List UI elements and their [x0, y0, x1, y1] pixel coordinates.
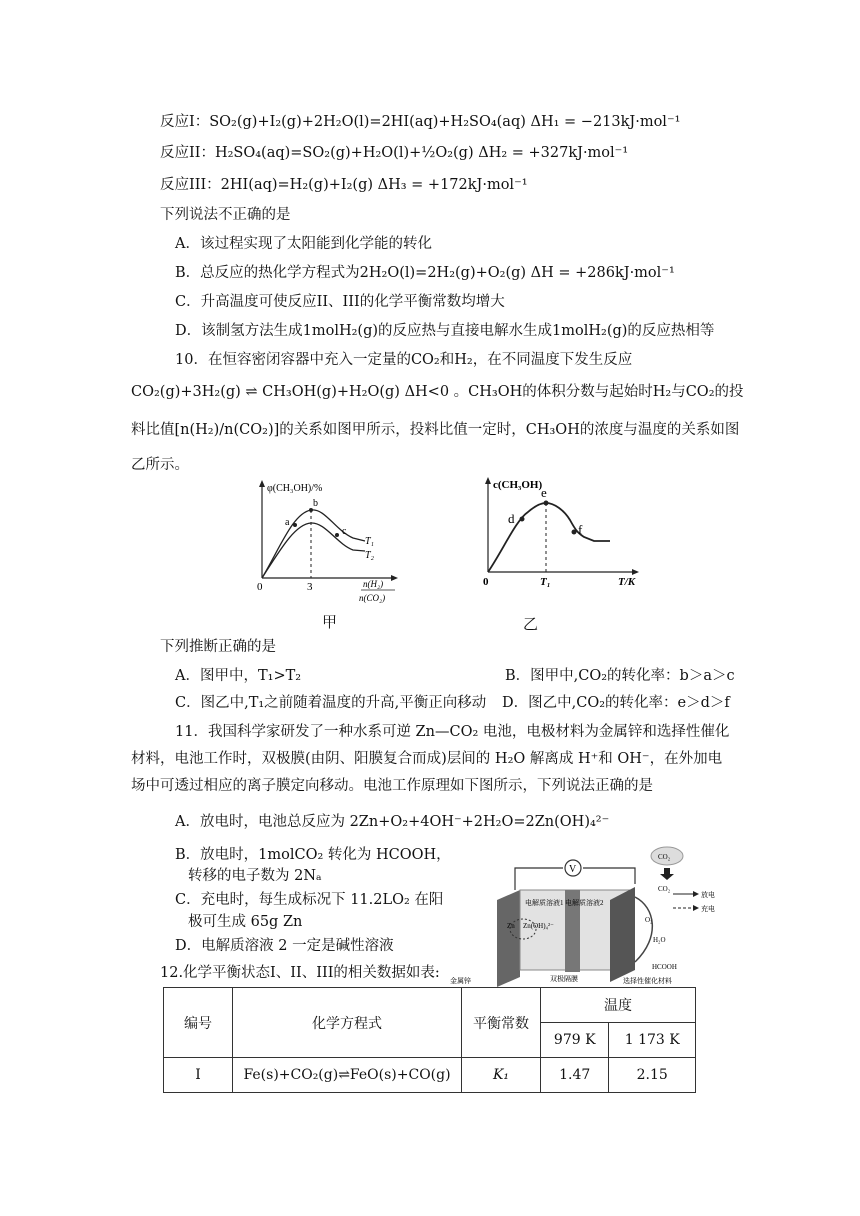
q9-option-d: D．该制氢方法生成1molH₂(g)的反应热与直接电解水生成1molH₂(g)的反应热相等	[175, 323, 715, 339]
q10-line-1: 10．在恒容密闭容器中充入一定量的CO₂和H₂，在不同温度下发生反应	[175, 352, 633, 368]
header-temp: 温度	[541, 988, 696, 1023]
q11-option-d: D．电解质溶液 2 一定是碱性溶液	[175, 938, 394, 954]
svg-text:选择性催化材料: 选择性催化材料	[623, 977, 672, 985]
q11-option-a: A．放电时，电池总反应为 2Zn+O₂+4OH⁻+2H₂O=2Zn(OH)₄²⁻	[175, 814, 610, 830]
jia-origin: 0	[257, 581, 263, 593]
q10-line-4: 乙所示。	[131, 457, 189, 473]
yi-xlabel: T/K	[618, 576, 636, 588]
jia-xlabel-den: n(CO₂)	[359, 593, 386, 603]
svg-text:电解质溶液1: 电解质溶液1	[525, 899, 564, 907]
q10-option-b: B．图甲中,CO₂的转化率：b＞a＞c	[505, 668, 735, 684]
reaction-1: 反应I：SO₂(g)+I₂(g)+2H₂O(l)=2HI(aq)+H₂SO₄(aq) ΔH₁ = −213kJ·mol⁻¹	[160, 114, 681, 130]
yi-ylabel: c(CH₃OH)	[493, 479, 543, 491]
row-eq: Fe(s)+CO₂(g)⇌FeO(s)+CO(g)	[233, 1058, 462, 1093]
point-a: a	[285, 517, 290, 528]
svg-text:充电: 充电	[701, 905, 715, 913]
svg-text:放电: 放电	[701, 891, 715, 899]
svg-text:双极隔膜: 双极隔膜	[550, 975, 578, 983]
curve-c-ch3oh	[488, 503, 610, 572]
row-k: K₁	[462, 1058, 541, 1093]
q11-line-2: 材料，电池工作时，双极膜(由阴、阳膜复合而成)层间的 H₂O 解离成 H⁺和 OH⁻，在外加电	[131, 751, 723, 767]
zinc-electrode	[497, 890, 520, 987]
q9-option-c: C．升高温度可使反应II、III的化学平衡常数均增大	[175, 294, 505, 310]
yi-xtick: T₁	[540, 576, 551, 588]
figure-jia	[245, 478, 405, 610]
label-t1: T₁	[365, 536, 375, 547]
q11-line-3: 场中可透过相应的离子膜定向移动。电池工作原理如下图所示，下列说法正确的是	[131, 778, 653, 794]
curve-t1	[262, 510, 365, 578]
row-no: I	[164, 1058, 233, 1093]
header-t1: 979 K	[541, 1023, 609, 1058]
q11-option-c: C．充电时，每生成标况下 11.2LO₂ 在阳	[175, 892, 444, 908]
svg-text:O₂: O₂	[645, 916, 653, 924]
header-t2: 1 173 K	[609, 1023, 696, 1058]
svg-text:Zn: Zn	[507, 922, 515, 930]
q11-line-1: 11．我国科学家研发了一种水系可逆 Zn—CO₂ 电池，电极材料为金属锌和选择性催化	[175, 724, 730, 740]
q11-option-b: B．放电时，1molCO₂ 转化为 HCOOH，	[175, 847, 451, 863]
jia-ylabel: φ(CH₃OH)/%	[267, 483, 323, 494]
row-v2: 2.15	[609, 1058, 696, 1093]
svg-text:CO₂: CO₂	[658, 853, 671, 861]
caption-yi: 乙	[523, 615, 539, 633]
q9-option-a: A．该过程实现了太阳能到化学能的转化	[175, 236, 432, 252]
svg-text:CO₂: CO₂	[658, 885, 671, 893]
header-no: 编号	[164, 988, 233, 1058]
svg-text:HCOOH: HCOOH	[652, 963, 677, 971]
header-eq: 化学方程式	[233, 988, 462, 1058]
q12-table	[163, 987, 696, 1093]
q10-line-2: CO₂(g)+3H₂(g) ⇌ CH₃OH(g)+H₂O(g) ΔH<0 。CH₃OH的体积分数与起始时H₂与CO₂的投	[131, 384, 744, 400]
caption-jia: 甲	[322, 613, 338, 631]
point-d: d	[508, 511, 515, 526]
yi-origin: 0	[483, 576, 489, 588]
svg-text:H₂O: H₂O	[653, 936, 666, 944]
q9-stem: 下列说法不正确的是	[160, 207, 291, 223]
row-v1: 1.47	[541, 1058, 609, 1093]
q12-stem: 12.化学平衡状态I、II、III的相关数据如表:	[160, 965, 440, 981]
q11-option-c-cont: 极可生成 65g Zn	[188, 914, 303, 930]
voltmeter-label: V	[569, 864, 577, 875]
svg-text:金属锌: 金属锌	[450, 977, 471, 985]
label-t2: T₂	[365, 550, 375, 561]
q10-stem: 下列推断正确的是	[160, 639, 276, 655]
catalyst-electrode	[610, 887, 635, 982]
q9-option-b: B．总反应的热化学方程式为2H₂O(l)=2H₂(g)+O₂(g) ΔH = +286kJ·mol⁻¹	[175, 265, 675, 281]
q10-option-d: D．图乙中,CO₂的转化率：e＞d＞f	[502, 695, 730, 711]
point-c: c	[342, 526, 347, 537]
svg-text:电解质溶液2: 电解质溶液2	[565, 899, 604, 907]
jia-xtick: 3	[307, 581, 313, 593]
point-e: e	[541, 485, 547, 500]
table-row	[164, 1058, 696, 1093]
q10-option-c: C．图乙中,T₁之前随着温度的升高,平衡正向移动	[175, 695, 487, 711]
svg-text:Zn(OH)₄²⁻: Zn(OH)₄²⁻	[523, 922, 554, 930]
q10-option-a: A．图甲中，T₁>T₂	[175, 668, 302, 684]
point-f: f	[578, 522, 583, 537]
q10-line-3: 料比值[n(H₂)/n(CO₂)]的关系如图甲所示，投料比值一定时，CH₃OH的浓度与温度的关系如图	[131, 422, 740, 438]
reaction-3: 反应III：2HI(aq)=H₂(g)+I₂(g) ΔH₃ = +172kJ·mol⁻¹	[160, 177, 528, 193]
reaction-2: 反应II：H₂SO₄(aq)=SO₂(g)+H₂O(l)+½O₂(g) ΔH₂ = +327kJ·mol⁻¹	[160, 145, 629, 161]
header-k: 平衡常数	[462, 988, 541, 1058]
point-b: b	[313, 498, 318, 509]
jia-xlabel-num: n(H₂)	[363, 579, 384, 589]
q11-option-b-cont: 转移的电子数为 2Nₐ	[188, 868, 322, 884]
figure-yi	[478, 475, 648, 590]
battery-diagram	[445, 842, 720, 992]
